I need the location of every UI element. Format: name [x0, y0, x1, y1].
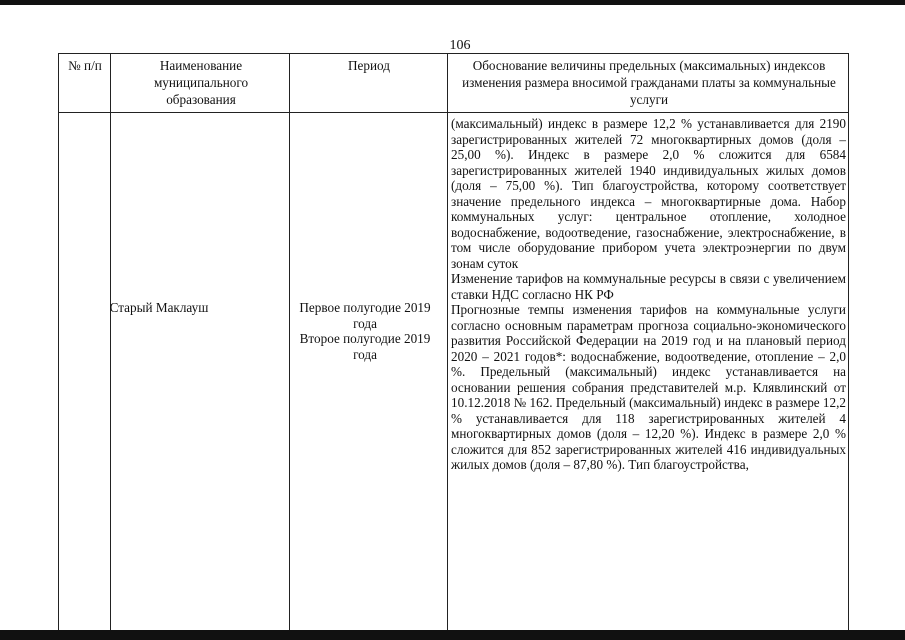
header-municipality: Наименование муниципального образования — [153, 58, 249, 107]
header-divider — [59, 112, 848, 113]
header-period: Период — [348, 58, 390, 73]
justification-paragraph-2: Прогнозные темпы изменения тарифов на коммунальные услуги согласно основным параметрам прогноза социально-экономического развития Российской Федерации на 2019 год и на плановый период 2020 – 2021 годов*: водоснабжение, водоотведение, отопление – 2,0 %. Предельный (максимальный) индекс устанавливается на основании решения собрания представителей м.р. Клявлинский от 10.12.2018 № 162. Предельный (максимальный) индекс в размере 12,2 % устанавливается для 118 зарегистрированных жителей 4 многоквартирных домов (доля – 12,20 %). Индекс в размере 2,0 % сложится для 852 зарегистрированных жителей 416 индивидуальных жилых домов (доля – 87,80 %). Тип благоустройства, — [451, 302, 847, 472]
header-number: № п/п — [68, 58, 102, 73]
municipality-name: Старый Маклауш — [109, 300, 209, 315]
tariff-table — [58, 53, 849, 630]
period-first-half: Первое полугодие 2019 года — [299, 300, 431, 331]
justification-paragraph-1: Изменение тарифов на коммунальные ресурсы в связи с увеличением ставки НДС согласно НК РФ — [451, 271, 846, 302]
period-column — [290, 300, 440, 362]
continuation-paragraph: (максимальный) индекс в размере 12,2 % устанавливается для 2190 зарегистрированных жителей 72 многоквартирных домов (доля – 25,00 %). Индекс в размере 2,0 % сложится для 6584 зарегистрированных жителей 1940 индивидуальных жилых домов (доля – 75,00 %). Тип благоустройства, которому соответствует значение предельного индекса – многоквартирные дома. Набор коммунальных услуг: центральное отопление, холодное водоснабжение, водоотведение, газоснабжение, электроснабжение, в том числе оборудование прибором учета электроэнергии по двум зонам суток — [451, 116, 846, 271]
justification-column — [451, 116, 846, 473]
scan-bottom-edge — [0, 630, 905, 640]
page-number: 106 — [449, 38, 471, 53]
scan-top-edge — [0, 0, 905, 5]
column-divider — [447, 54, 448, 630]
period-second-half: Второе полугодие 2019 года — [299, 331, 431, 362]
header-justification: Обоснование величины предельных (максимальных) индексов изменения размера вносимой гражданами платы за коммунальные услуги — [462, 58, 836, 107]
column-divider — [110, 54, 111, 630]
